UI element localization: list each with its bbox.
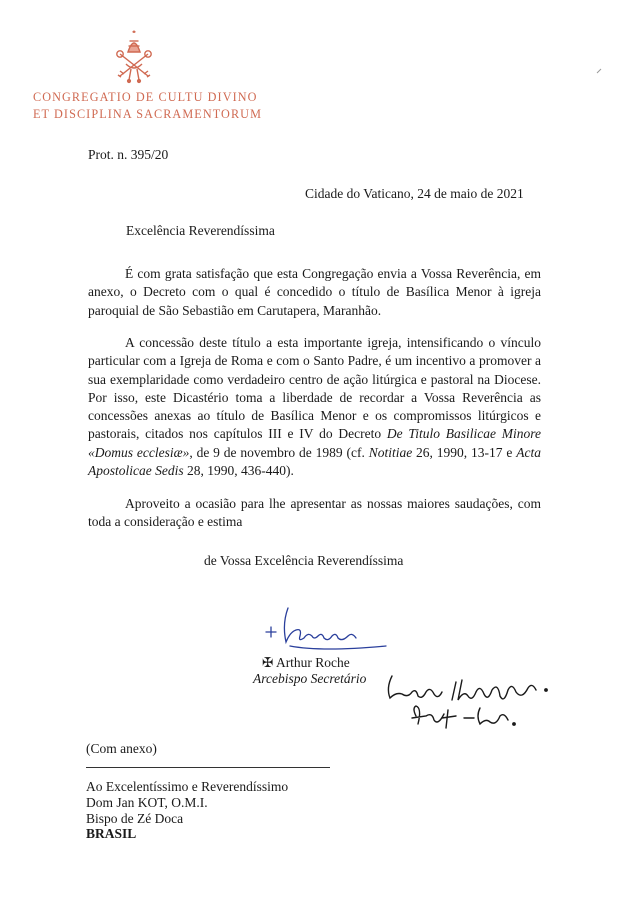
enclosure-note: (Com anexo) xyxy=(86,741,157,756)
paragraph-3 xyxy=(88,495,541,532)
paragraph-2-text-a: A concessão deste título a esta importante igreja, intensificando o vínculo particular com a Igreja de Roma e com o Santo Padre, é um incentivo a promover a sua exemplaridade como verdadeiro centro de ação litúrgica e pastoral na Diocese. Por isso, este Dicastério toma a liberdade de recordar a Vossa Reverência as concessões anexas ao título de Basílica Menor e os compromissos litúrgicos e pastorais, citados nos capítulos III e IV do Decreto xyxy=(88,335,541,442)
dateline: Cidade do Vaticano, 24 de maio de 2021 xyxy=(305,186,524,201)
acta-citation: Acta Apostolicae Sedis xyxy=(88,444,541,479)
closing-formula: de Vossa Excelência Reverendíssima xyxy=(204,553,404,568)
divider xyxy=(86,767,330,768)
letterhead-line2: ET DISCIPLINA SACRAMENTORUM xyxy=(33,107,263,121)
recipient-line3: Bispo de Zé Doca xyxy=(86,810,184,826)
letterhead-line1: CONGREGATIO DE CULTU DIVINO xyxy=(33,90,258,104)
paragraph-3-text: Aproveito a ocasião para lhe apresentar as nossas maiores saudações, com toda a consideração e estima xyxy=(88,496,541,530)
recipient-block xyxy=(86,779,288,842)
protocol-number: Prot. n. 395/20 xyxy=(88,147,169,162)
decree-title: De Titulo Basilicae Minore «Domus ecclesiæ» xyxy=(88,426,542,460)
stray-mark xyxy=(596,68,602,74)
recipient-line2: Dom Jan KOT, O.M.I. xyxy=(86,794,208,810)
signatory-name: ✠ Arthur Roche xyxy=(262,655,350,670)
paragraph-2-text-g: 28, 1990, 436-440). xyxy=(183,463,294,479)
papal-crest-icon xyxy=(114,30,154,84)
archbishop-signature xyxy=(262,602,392,660)
paragraph-2-text-c: , de 9 de novembro de 1989 (cf. xyxy=(189,444,369,460)
paragraph-1 xyxy=(88,265,541,320)
notitiae-citation: Notitiae xyxy=(368,444,413,460)
letterhead xyxy=(33,89,262,123)
salutation: Excelência Reverendíssima xyxy=(126,223,275,238)
paragraph-1-text: É com grata satisfação que esta Congregação envia a Vossa Reverência, em anexo, o Decreto com o qual é concedido o título de Basílica Menor à igreja paroquial de São Sebastião em Carutapera, Maranhão. xyxy=(88,266,541,318)
paragraph-2-text-e: 26, 1990, 13-17 e xyxy=(412,444,517,460)
recipient-country: BRASIL xyxy=(86,826,137,842)
recipient-line1: Ao Excelentíssimo e Reverendíssimo xyxy=(86,779,289,794)
signatory-title: Arcebispo Secretário xyxy=(253,671,367,686)
undersecretary-signature xyxy=(372,668,562,738)
paragraph-2 xyxy=(88,334,541,480)
